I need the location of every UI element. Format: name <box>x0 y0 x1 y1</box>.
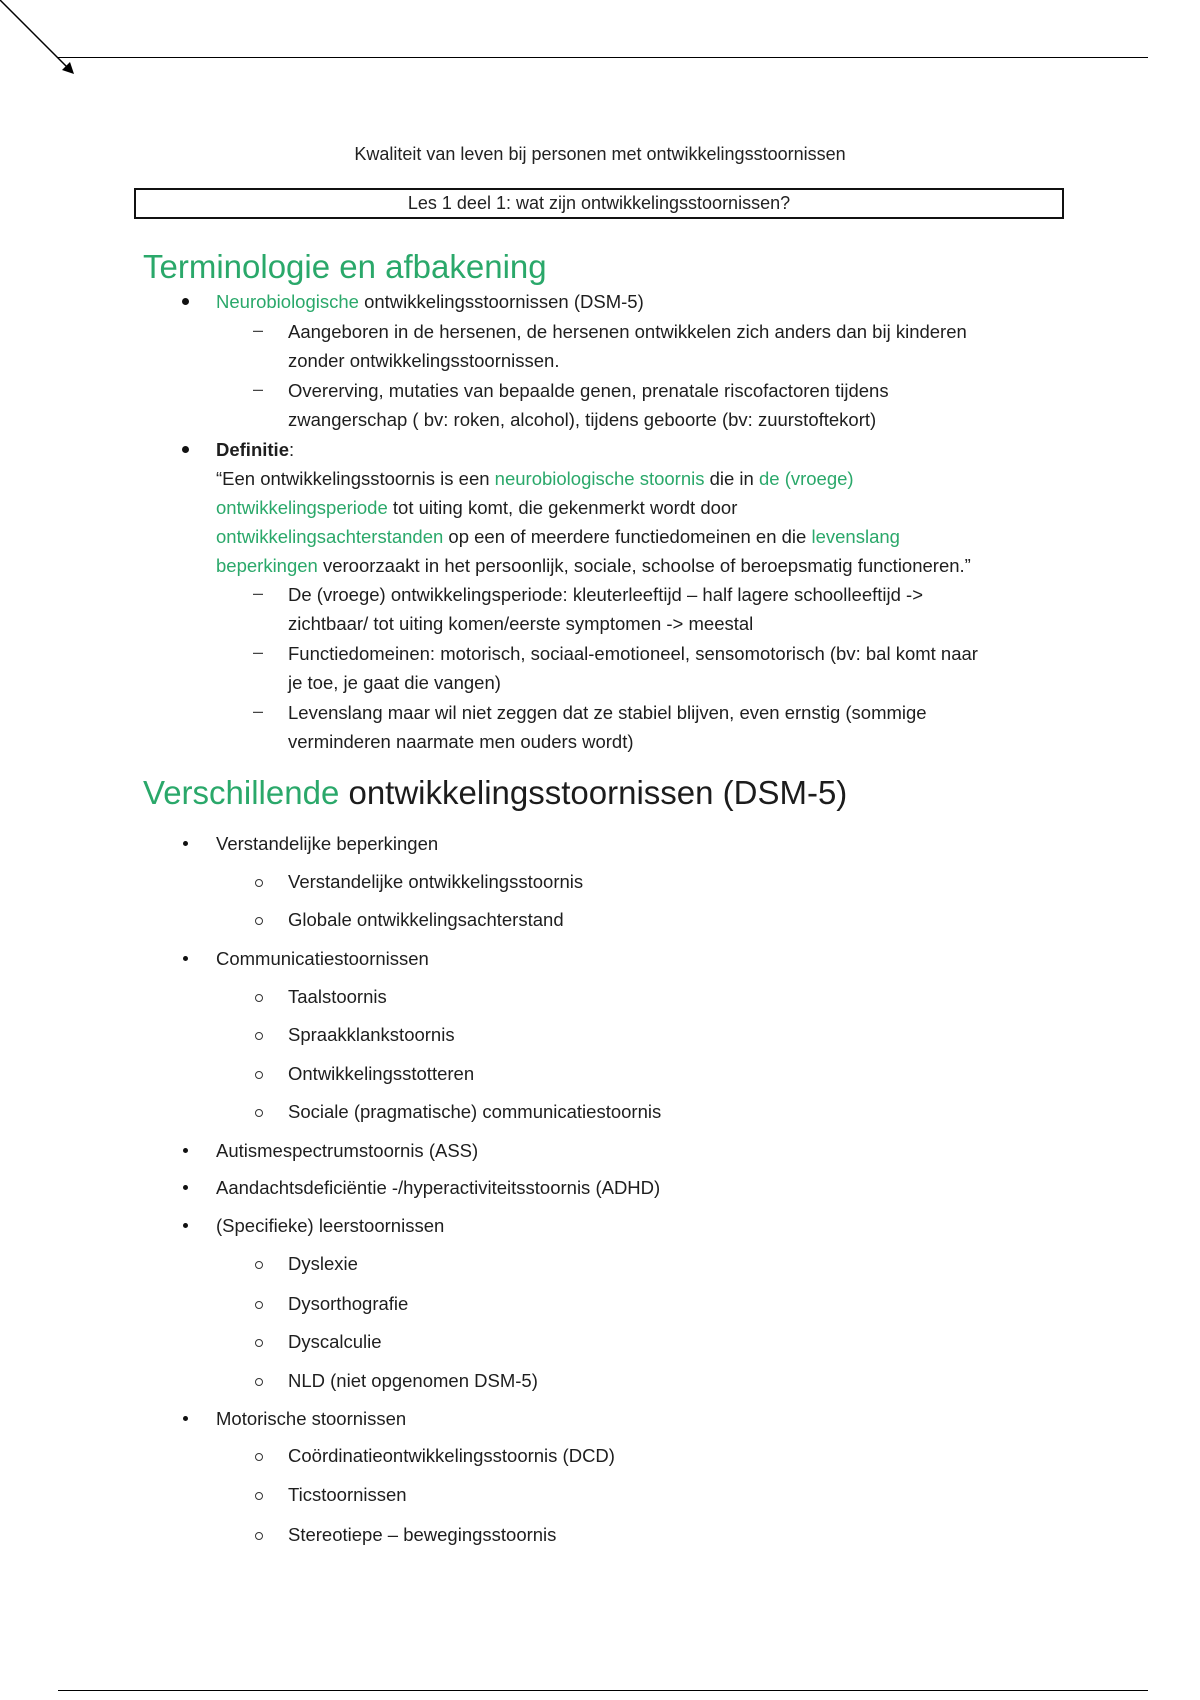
list-item: Dyslexie <box>288 1253 358 1274</box>
circle-bullet-icon <box>255 1492 263 1500</box>
bullet-icon <box>183 956 188 961</box>
section-heading-verschillende: Verschillende ontwikkelingsstoornissen (DSM-5) <box>143 774 848 811</box>
bullet-icon <box>182 298 189 305</box>
list-item: Functiedomeinen: motorisch, sociaal-emotioneel, sensomotorisch (bv: bal komt naar <box>288 643 978 664</box>
circle-bullet-icon <box>255 879 263 887</box>
circle-bullet-icon <box>255 1071 263 1079</box>
definition-text: ontwikkelingsperiode tot uiting komt, die gekenmerkt wordt door <box>216 497 738 518</box>
bullet-icon <box>183 1148 188 1153</box>
definition-text: ontwikkelingsachterstanden op een of meerdere functiedomeinen en die levenslang <box>216 526 900 547</box>
list-item: Verstandelijke ontwikkelingsstoornis <box>288 871 584 892</box>
bullet-icon <box>183 1185 188 1190</box>
list-item: je toe, je gaat die vangen) <box>288 672 501 693</box>
list-item: Coördinatieontwikkelingsstoornis (DCD) <box>288 1445 615 1466</box>
section-heading-terminologie: Terminologie en afbakening <box>143 248 547 285</box>
list-item: Aandachtsdeficiëntie -/hyperactiviteitsstoornis (ADHD) <box>216 1177 661 1198</box>
list-item: (Specifieke) leerstoornissen <box>216 1215 445 1236</box>
footer-rule <box>58 1690 1148 1691</box>
circle-bullet-icon <box>255 1261 263 1269</box>
list-item: Dyscalculie <box>288 1331 382 1352</box>
list-item: zwangerschap ( bv: roken, alcohol), tijdens geboorte (bv: zuurstoftekort) <box>288 409 877 430</box>
list-item: Motorische stoornissen <box>216 1408 407 1429</box>
circle-bullet-icon <box>255 1301 263 1309</box>
bullet-icon <box>183 1223 188 1228</box>
corner-arrow-icon <box>0 0 90 90</box>
list-item: Ticstoornissen <box>288 1484 407 1505</box>
circle-bullet-icon <box>255 1109 263 1117</box>
list-item: zonder ontwikkelingsstoornissen. <box>288 350 560 371</box>
definition-label: Definitie: <box>216 439 295 460</box>
lesson-title-box: Les 1 deel 1: wat zijn ontwikkelingsstoornissen? <box>134 188 1064 219</box>
circle-bullet-icon <box>255 917 263 925</box>
circle-bullet-icon <box>255 1378 263 1386</box>
definition-text: beperkingen veroorzaakt in het persoonlijk, sociale, schoolse of beroepsmatig functioneren.” <box>216 555 971 576</box>
list-item: verminderen naarmate men ouders wordt) <box>288 731 634 752</box>
circle-bullet-icon <box>255 1453 263 1461</box>
dash-icon: – <box>253 701 264 721</box>
bullet-icon <box>183 841 188 846</box>
list-item: NLD (niet opgenomen DSM-5) <box>288 1370 538 1391</box>
list-item: Globale ontwikkelingsachterstand <box>288 909 564 930</box>
list-item: Stereotiepe – bewegingsstoornis <box>288 1524 557 1545</box>
dash-icon: – <box>253 379 264 399</box>
bullet-icon <box>183 1416 188 1421</box>
dash-icon: – <box>253 642 264 662</box>
circle-bullet-icon <box>255 1032 263 1040</box>
list-item: zichtbaar/ tot uiting komen/eerste symptomen -> meestal <box>288 613 754 634</box>
list-item: Ontwikkelingsstotteren <box>288 1063 475 1084</box>
list-item: Dysorthografie <box>288 1293 409 1314</box>
list-item: Verstandelijke beperkingen <box>216 833 439 854</box>
circle-bullet-icon <box>255 1532 263 1540</box>
list-item: Neurobiologische ontwikkelingsstoornissen (DSM-5) <box>216 291 644 312</box>
circle-bullet-icon <box>255 994 263 1002</box>
bullet-icon <box>182 446 189 453</box>
circle-bullet-icon <box>255 1339 263 1347</box>
list-item: Aangeboren in de hersenen, de hersenen ontwikkelen zich anders dan bij kinderen <box>288 321 967 342</box>
list-item: Communicatiestoornissen <box>216 948 429 969</box>
header-rule <box>58 57 1148 58</box>
list-item: Levenslang maar wil niet zeggen dat ze stabiel blijven, even ernstig (sommige <box>288 702 927 723</box>
dash-icon: – <box>253 320 264 340</box>
list-item: Overerving, mutaties van bepaalde genen, prenatale riscofactoren tijdens <box>288 380 889 401</box>
dash-icon: – <box>253 583 264 603</box>
list-item: Autismespectrumstoornis (ASS) <box>216 1140 479 1161</box>
document-title: Kwaliteit van leven bij personen met ontwikkelingsstoornissen <box>354 144 846 164</box>
list-item: De (vroege) ontwikkelingsperiode: kleuterleeftijd – half lagere schoolleeftijd -> <box>288 584 923 605</box>
list-item: Spraakklankstoornis <box>288 1024 455 1045</box>
list-item: Sociale (pragmatische) communicatiestoornis <box>288 1101 662 1122</box>
definition-text: “Een ontwikkelingsstoornis is een neurobiologische stoornis die in de (vroege) <box>216 468 854 489</box>
list-item: Taalstoornis <box>288 986 387 1007</box>
